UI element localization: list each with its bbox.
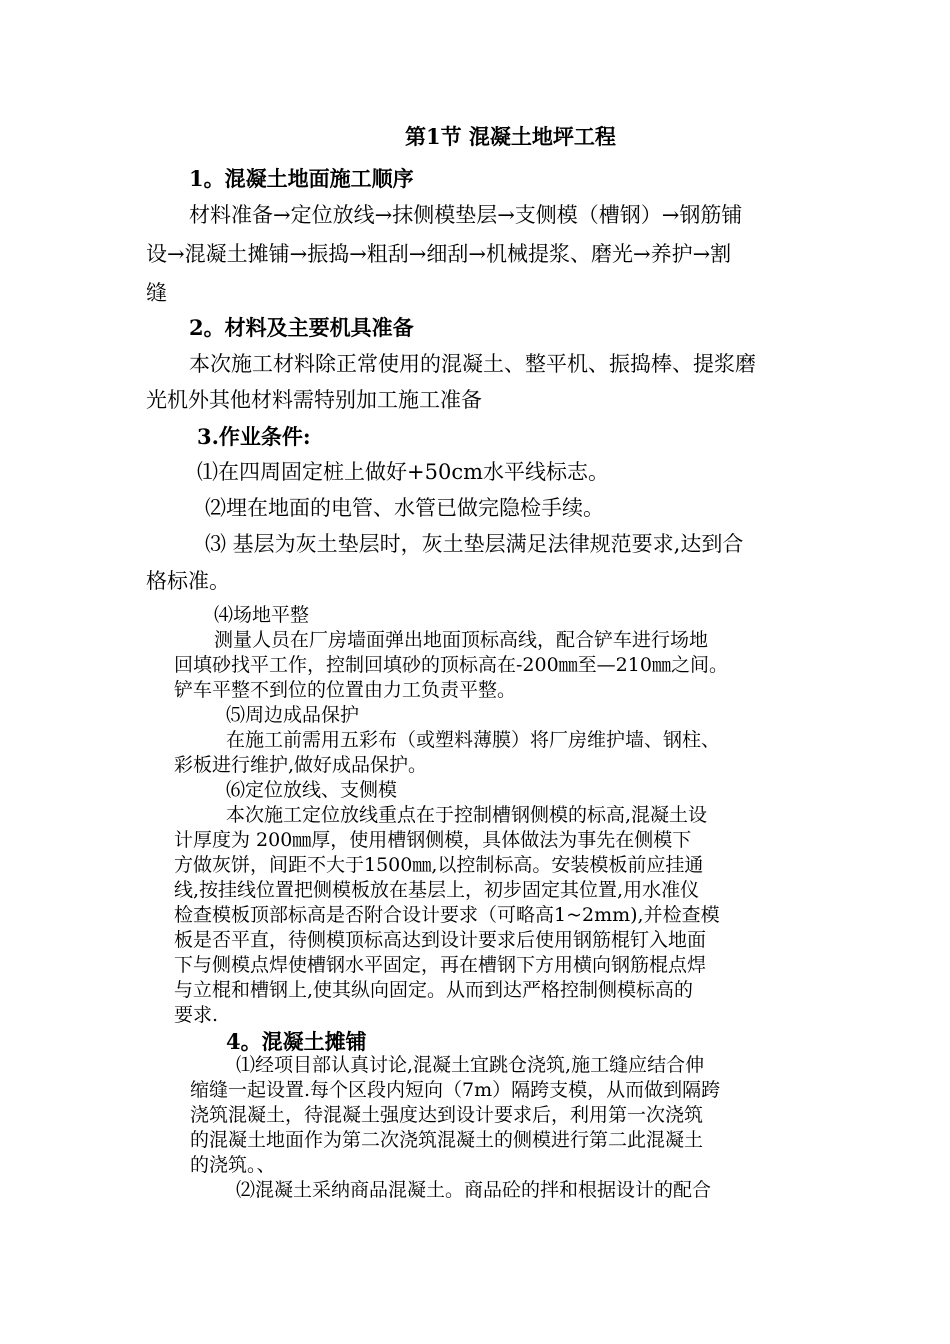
body-line: 缝: [146, 281, 167, 305]
condition-6-heading: ⑹定位放线、支侧模: [226, 779, 398, 801]
body-line: 彩板进行维护,做好成品保护。: [174, 754, 428, 776]
heading-construction-sequence: 1。混凝土地面施工顺序: [189, 166, 414, 191]
body-line: 的浇筑。、: [190, 1154, 276, 1176]
body-line: 光机外其他材料需特别加工施工准备: [146, 388, 482, 412]
body-line: 计厚度为 200㎜厚，使用槽钢侧模，具体做法为事先在侧模下: [174, 829, 692, 851]
body-line: 回填砂找平工作，控制回填砂的顶标高在-200㎜至—210㎜之间。: [174, 654, 728, 676]
body-line: 方做灰饼，间距不大于1500㎜,以控制标高。安装模板前应挂通: [174, 854, 704, 876]
condition-4-heading: ⑷场地平整: [214, 604, 310, 626]
condition-5-heading: ⑸周边成品保护: [226, 704, 360, 726]
body-line: 材料准备→定位放线→抹侧模垫层→支侧模（槽钢）→钢筋铺: [189, 203, 743, 227]
body-line: 浇筑混凝土，待混凝土强度达到设计要求后，利用第一次浇筑: [190, 1104, 704, 1126]
body-line: 测量人员在厂房墙面弹出地面顶标高线，配合铲车进行场地: [214, 629, 709, 651]
body-line: 缩缝一起设置.每个区段内短向（7m）隔跨支模，从而做到隔跨: [190, 1079, 721, 1101]
body-line: 在施工前需用五彩布（或塑料薄膜）将厂房维护墙、钢柱、: [226, 729, 721, 751]
condition-3: ⑶ 基层为灰土垫层时，灰土垫层满足法律规范要求,达到合: [205, 532, 744, 556]
heading-materials: 2。材料及主要机具准备: [189, 315, 414, 340]
heading-concrete-spreading: 4。混凝土摊铺: [226, 1029, 367, 1054]
body-line: 与立棍和槽钢上,使其纵向固定。从而到达严格控制侧模标高的: [174, 979, 694, 1001]
body-line: 检查模板顶部标高是否附合设计要求（可略高1~2mm),并检查模: [174, 904, 720, 926]
body-line: ⑵混凝土采纳商品混凝土。商品砼的拌和根据设计的配合: [236, 1179, 712, 1201]
body-line: 要求.: [174, 1004, 219, 1026]
body-line: 的混凝土地面作为第二次浇筑混凝土的侧模进行第二此混凝土: [190, 1129, 704, 1151]
body-line: 本次施工材料除正常使用的混凝土、整平机、振捣棒、提浆磨: [189, 352, 756, 376]
body-line: 下与侧模点焊使槽钢水平固定，再在槽钢下方用横向钢筋棍点焊: [174, 954, 707, 976]
body-line: 线,按挂线位置把侧模板放在基层上，初步固定其位置,用水准仪: [174, 879, 700, 901]
body-line: ⑴经项目部认真讨论,混凝土宜跳仓浇筑,施工缝应结合伸: [236, 1054, 705, 1076]
body-line: 铲车平整不到位的位置由力工负责平整。: [174, 679, 517, 701]
condition-3-cont: 格标准。: [146, 569, 230, 593]
condition-1: ⑴在四周固定桩上做好+50cm水平线标志。: [197, 460, 609, 484]
body-line: 本次施工定位放线重点在于控制槽钢侧模的标高,混凝土设: [226, 804, 708, 826]
body-line: 设→混凝土摊铺→振捣→粗刮→细刮→机械提浆、磨光→养护→割: [146, 242, 732, 266]
condition-2: ⑵埋在地面的电管、水管已做完隐检手续。: [205, 496, 604, 520]
body-line: 板是否平直，待侧模顶标高达到设计要求后使用钢筋棍钉入地面: [174, 929, 707, 951]
section-title: 第1节 混凝土地坪工程: [405, 124, 616, 149]
heading-work-conditions: 3.作业条件:: [197, 424, 311, 449]
